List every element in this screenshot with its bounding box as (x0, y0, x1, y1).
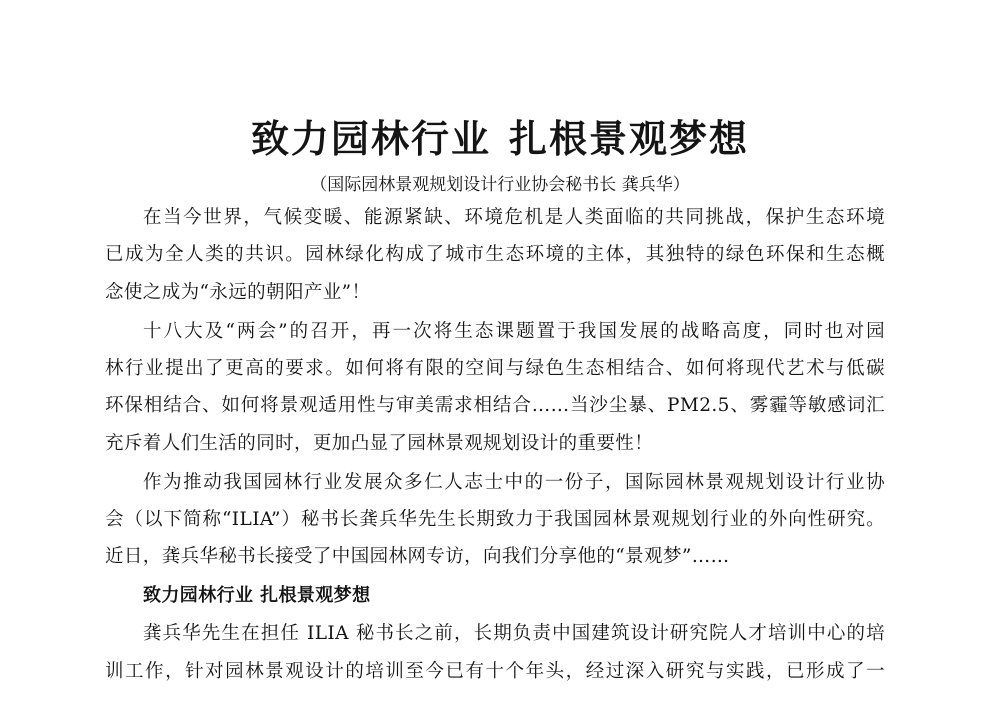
paragraph-3-line-1: 作为推动我国园林行业发展众多仁人志士中的一份子，国际园林景观规划设计行业协 (143, 472, 885, 493)
section-heading: 致力园林行业 扎根景观梦想 (143, 585, 371, 606)
title-part-2: 扎根景观梦想 (509, 117, 750, 161)
subtitle: （国际园林景观规划设计行业协会秘书长 龚兵华） (310, 175, 690, 195)
title-part-1: 致力园林行业 (250, 117, 491, 161)
paragraph-1-line-1: 在当今世界，气候变暖、能源紧缺、环境危机是人类面临的共同挑战，保护生态环境 (143, 207, 885, 228)
paragraph-1-line-2: 已成为全人类的共识。园林绿化构成了城市生态环境的主体，其独特的绿色环保和生态概 (105, 244, 885, 265)
paragraph-1-line-3: 念使之成为“永远的朝阳产业”！ (105, 282, 371, 303)
paragraph-2-line-1: 十八大及“两会”的召开，再一次将生态课题置于我国发展的战略高度，同时也对园 (143, 321, 885, 342)
paragraph-4-line-2: 训工作，针对园林景观设计的培训至今已有十个年头，经过深入研究与实践，已形成了一 (105, 661, 885, 682)
paragraph-2-line-2: 林行业提出了更高的要求。如何将有限的空间与绿色生态相结合、如何将现代艺术与低碳 (105, 358, 885, 379)
paragraph-2-line-3: 环保相结合、如何将景观适用性与审美需求相结合……当沙尘暴、PM2.5、雾霾等敏感词汇 (105, 395, 885, 416)
page-title (0, 114, 1000, 164)
paragraph-2-line-4: 充斥着人们生活的同时，更加凸显了园林景观规划设计的重要性！ (105, 433, 654, 454)
paragraph-4-line-1: 龚兵华先生在担任 ILIA 秘书长之前，长期负责中国建筑设计研究院人才培训中心的培 (143, 623, 885, 644)
paragraph-3-line-3: 近日，龚兵华秘书长接受了中国园林网专访，向我们分享他的“景观梦”…… (105, 546, 730, 567)
paragraph-3-line-2: 会（以下简称“ILIA”）秘书长龚兵华先生长期致力于我国园林景观规划行业的外向性研究。 (105, 509, 885, 530)
